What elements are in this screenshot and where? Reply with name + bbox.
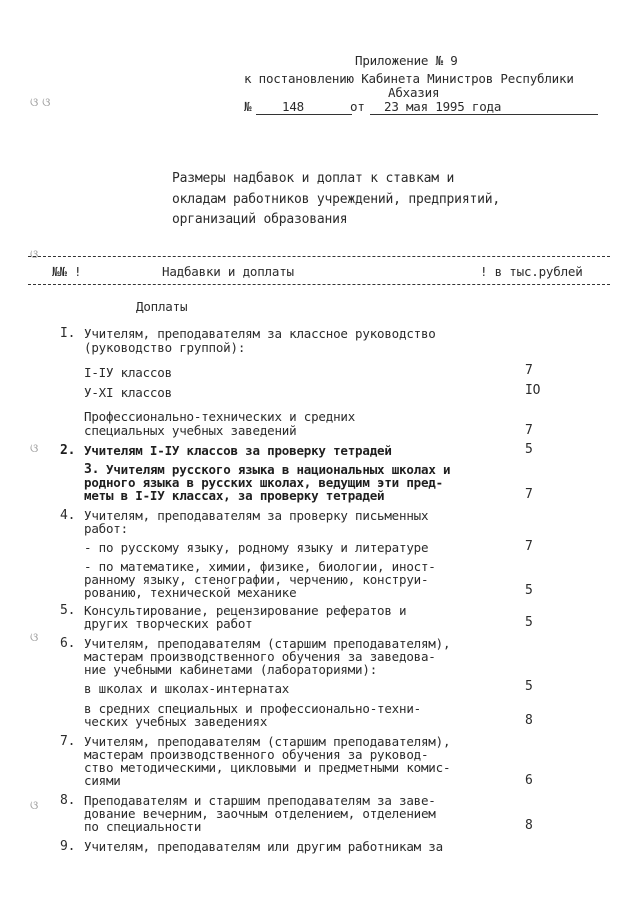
item-amount: 7 xyxy=(525,363,533,378)
item-amount: 5 xyxy=(525,583,533,598)
section-title: Доплаты xyxy=(136,299,188,314)
item-text: Учителям, преподавателям за классное руководство xyxy=(84,326,436,341)
punch-hole-mark-icon: ଓ xyxy=(30,441,39,455)
document-title: окладам работников учреждений, предприятий, xyxy=(172,192,500,207)
item-text: Учителям русского языка в национальных школах и xyxy=(106,462,451,477)
decree-line-country: Абхазия xyxy=(388,85,440,100)
item-text: родного языка в русских школах, ведущим эти пред- xyxy=(84,475,443,490)
item-text: ние учебными кабинетами (лабораториями): xyxy=(84,662,378,677)
item-number: 6. xyxy=(60,636,76,651)
item-text: по специальности xyxy=(84,819,202,834)
item-text: ранному языку, стенографии, черчению, конструи- xyxy=(84,572,429,587)
item-number: 8. xyxy=(60,793,76,808)
document-title: организаций образования xyxy=(172,212,348,227)
item-text: в школах и школах-интернатах xyxy=(84,681,290,696)
table-rule-bottom xyxy=(28,284,610,285)
column-name-header: Надбавки и доплаты xyxy=(162,264,294,279)
item-text: специальных учебных заведений xyxy=(84,423,297,438)
column-number-header: №№ ! xyxy=(52,264,82,279)
item-text: У-XI классов xyxy=(84,385,172,400)
item-number: 7. xyxy=(60,734,76,749)
item-text: ство методическими, цикловыми и предметными комис- xyxy=(84,760,451,775)
item-text: - по русскому языку, родному языку и литературе xyxy=(84,540,429,555)
item-amount: 8 xyxy=(525,818,533,833)
item-text: I-IУ классов xyxy=(84,365,172,380)
item-amount: 5 xyxy=(525,679,533,694)
item-text: мастерам производственного обучения за руковод- xyxy=(84,747,429,762)
decree-number-label: № xyxy=(244,99,252,114)
appendix-label: Приложение № 9 xyxy=(355,53,458,68)
item-text: (руководство группой): xyxy=(84,340,246,355)
item-text: других творческих работ xyxy=(84,616,253,631)
item-text: работ: xyxy=(84,521,128,536)
punch-hole-mark-icon: ଓ ଓ xyxy=(30,95,51,109)
item-amount: 6 xyxy=(525,773,533,788)
item-text: - по математике, химии, физике, биологии, иност- xyxy=(84,559,436,574)
item-amount: 7 xyxy=(525,539,533,554)
item-text: рованию, технической механике xyxy=(84,585,297,600)
item-number: I. xyxy=(60,326,76,341)
decree-number: 148 xyxy=(282,99,304,114)
item-text: ческих учебных заведениях xyxy=(84,714,268,729)
item-number: 2. xyxy=(60,443,76,458)
decree-date: 23 мая 1995 года xyxy=(384,99,502,114)
item-amount: 5 xyxy=(525,442,533,457)
item-number: 5. xyxy=(60,603,76,618)
date-underline xyxy=(370,114,598,115)
item-text: Учителям I-IУ классов за проверку тетрадей xyxy=(84,443,392,458)
item-text: сиями xyxy=(84,773,121,788)
item-text: Учителям, преподавателям (старшим преподавателям), xyxy=(84,636,451,651)
column-amount-header: ! в тыс.рублей xyxy=(480,264,583,279)
item-text: меты в I-IУ классах, за проверку тетрадей xyxy=(84,488,385,503)
item-text: Преподавателям и старшим преподавателям за заве- xyxy=(84,793,436,808)
punch-hole-mark-icon: ଓ xyxy=(30,630,39,644)
item-amount: IO xyxy=(525,383,541,398)
item-amount: 8 xyxy=(525,713,533,728)
item-text: мастерам производственного обучения за заведова- xyxy=(84,649,436,664)
item-number: 9. xyxy=(60,839,76,854)
decree-line: к постановлению Кабинета Министров Республики xyxy=(244,71,574,86)
item-amount: 7 xyxy=(525,487,533,502)
table-rule-top xyxy=(28,256,610,257)
number-underline xyxy=(256,114,352,115)
item-text: в средних специальных и профессионально-техни- xyxy=(84,701,421,716)
item-text: Профессионально-технических и средних xyxy=(84,409,356,424)
item-amount: 5 xyxy=(525,615,533,630)
document-title: Размеры надбавок и доплат к ставкам и xyxy=(172,171,455,186)
punch-hole-mark-icon: ଓ xyxy=(30,798,39,812)
item-number: 3. xyxy=(84,462,100,477)
item-text: дование вечерним, заочным отделением, отделением xyxy=(84,806,436,821)
item-text: Учителям, преподавателям (старшим преподавателям), xyxy=(84,734,451,749)
item-text: Учителям, преподавателям или другим работникам за xyxy=(84,839,443,854)
item-amount: 7 xyxy=(525,423,533,438)
item-text: Учителям, преподавателям за проверку письменных xyxy=(84,508,429,523)
item-number: 4. xyxy=(60,508,76,523)
decree-from-label: от xyxy=(350,99,365,114)
punch-hole-mark-icon: ଓ xyxy=(30,247,39,261)
item-text: Консультирование, рецензирование рефератов и xyxy=(84,603,407,618)
